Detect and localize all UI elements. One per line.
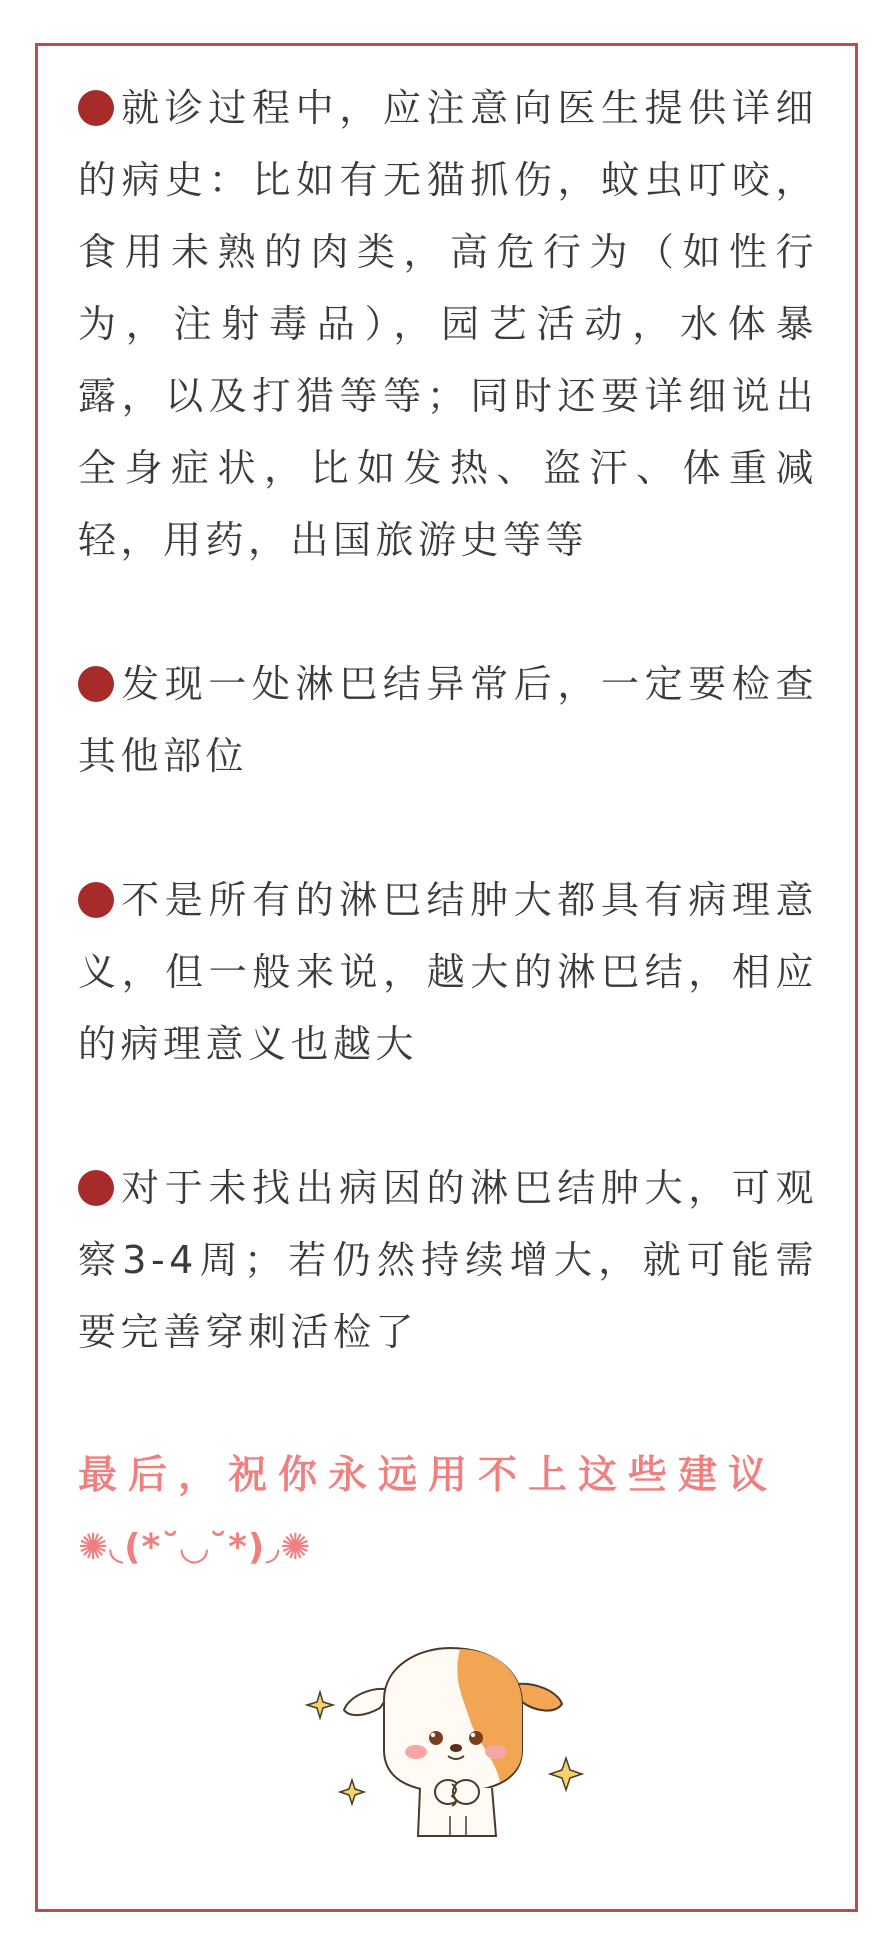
- red-dot-bullet-icon: [78, 666, 114, 702]
- paragraph-medical-history: [78, 72, 818, 576]
- sparkle-icon: [307, 1692, 333, 1718]
- closing-wish: [78, 1440, 818, 1584]
- red-dot-bullet-icon: [78, 90, 114, 126]
- sparkle-icon: [340, 1780, 364, 1804]
- paragraph-text: 就诊过程中，应注意向医生提供详细的病史：比如有无猫抓伤，蚊虫叮咬，食用未熟的肉类，高危行为（如性行为，注射毒品），园艺活动，水体暴露，以及打猎等等；同时还要详细说出全身症状，比如发热、盗汗、体重减轻，用药，出国旅游史等等: [78, 86, 818, 562]
- closing-emoticon: ✺◟(*˘◡˘*)◞✺: [78, 1527, 312, 1568]
- paragraph-observation-biopsy: [78, 1152, 818, 1368]
- closing-text: 最后，祝你永远用不上这些建议: [78, 1453, 779, 1498]
- paragraph-text: 发现一处淋巴结异常后，一定要检查其他部位: [78, 662, 818, 778]
- paragraph-pathological-significance: [78, 864, 818, 1080]
- paragraph-text: 不是所有的淋巴结肿大都具有病理意义，但一般来说，越大的淋巴结，相应的病理意义也越大: [78, 878, 818, 1066]
- red-dot-bullet-icon: [78, 882, 114, 918]
- paragraph-check-other-sites: [78, 648, 818, 792]
- red-dot-bullet-icon: [78, 1170, 114, 1206]
- paragraph-text: 对于未找出病因的淋巴结肿大，可观察3-4周；若仍然持续增大，就可能需要完善穿刺活检了: [78, 1166, 818, 1354]
- article-body: [78, 72, 818, 1584]
- sparkle-icon: [550, 1758, 582, 1790]
- puppy-illustration-icon: [300, 1640, 590, 1840]
